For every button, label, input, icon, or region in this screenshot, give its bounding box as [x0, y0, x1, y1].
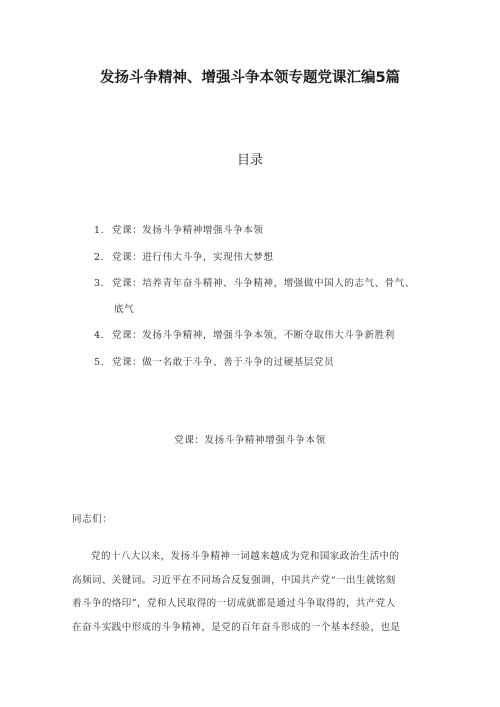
toc-heading: 目录	[236, 153, 263, 168]
toc-item-number: 5.	[94, 356, 105, 368]
toc-item-text: 党课：发扬斗争精神，增强斗争本领，不断夺取伟大斗争新胜利	[112, 330, 395, 341]
toc-item-number: 2.	[94, 251, 105, 263]
toc-item-text: 党课：培养青年奋斗精神、斗争精神，增强做中国人的志气、骨气、	[112, 278, 416, 289]
toc-item-3[interactable]	[94, 271, 444, 323]
body-line: 在奋斗实践中形成的斗争精神，是党的百年奋斗形成的一个基本经验，也是	[72, 621, 401, 633]
toc-item-number: 4.	[94, 330, 105, 341]
toc-item-5[interactable]	[94, 350, 444, 377]
toc-item-2[interactable]	[94, 245, 444, 272]
section-heading: 党课：发扬斗争精神增强斗争本领	[174, 435, 326, 446]
body-paragraph	[72, 545, 434, 639]
toc-item-number: 3.	[94, 278, 105, 289]
body-line: 着斗争的烙印”，党和人民取得的一切成就都是通过斗争取得的，共产党人	[72, 598, 396, 609]
toc-item-text: 党课：发扬斗争精神增强斗争本领	[112, 225, 264, 236]
greeting: 同志们：	[72, 514, 113, 525]
toc-item-number: 1.	[94, 225, 105, 236]
toc-item-text: 党课：做一名敢于斗争、善于斗争的过硬基层党员	[112, 356, 335, 368]
document-title: 发扬斗争精神、增强斗争本领专题党课汇编5篇	[99, 70, 401, 86]
toc-item-text: 党课：进行伟大斗争，实现伟大梦想	[112, 251, 274, 263]
toc-item-continuation: 底气	[114, 303, 135, 315]
body-line: 高频词、关键词。习近平在不同场合反复强调，中国共产党“一出生就铭刻	[72, 574, 396, 586]
table-of-contents	[94, 218, 444, 376]
toc-item-1[interactable]	[94, 218, 444, 245]
toc-item-4[interactable]	[94, 323, 444, 350]
body-line: 党的十八大以来，发扬斗争精神一词越来越成为党和国家政治生活中的	[91, 551, 400, 562]
